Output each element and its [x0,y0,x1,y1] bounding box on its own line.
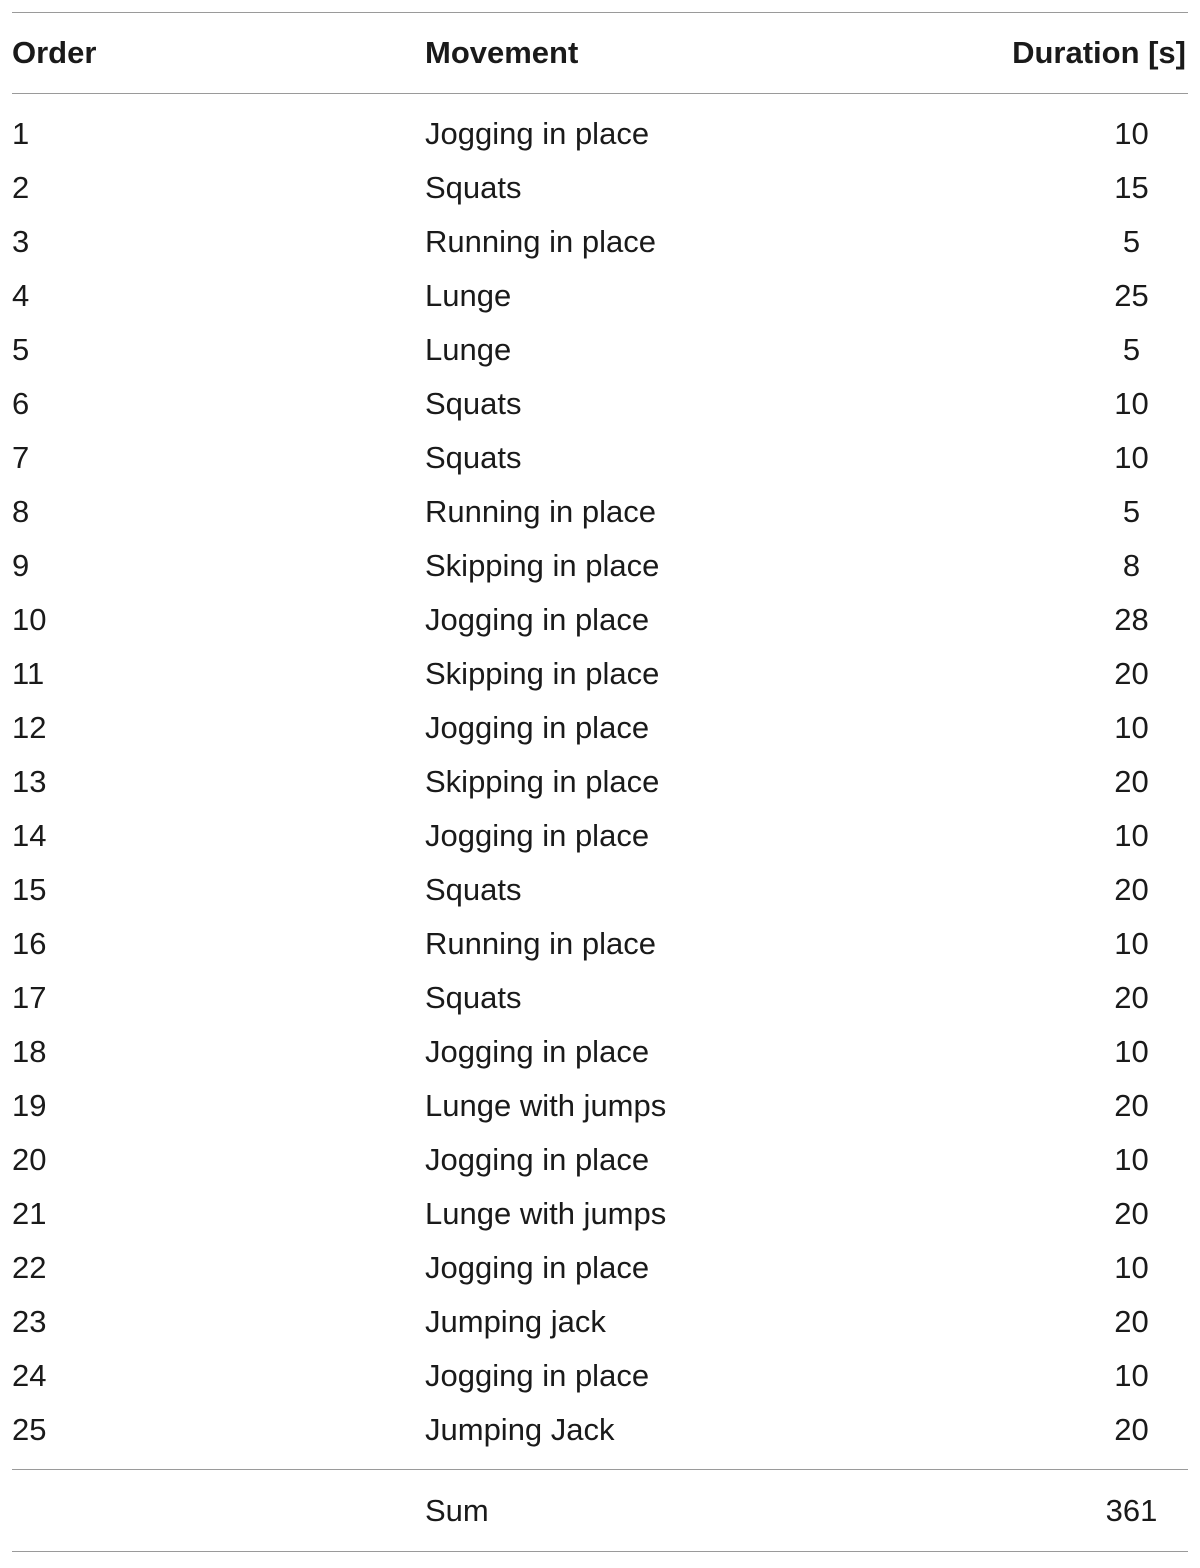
order-cell: 4 [12,278,30,313]
duration-cell: 20 [1114,980,1149,1015]
duration-cell: 10 [1114,440,1149,475]
table-row [12,1025,1188,1079]
movement-cell: Lunge [425,278,512,313]
order-cell: 16 [12,926,47,961]
movement-cell: Lunge with jumps [425,1088,667,1123]
movement-cell: Jogging in place [425,602,650,637]
order-cell: 15 [12,872,47,907]
order-cell: 22 [12,1250,47,1285]
duration-cell: 20 [1114,1304,1149,1339]
table-row [12,863,1188,917]
duration-cell: 10 [1114,386,1149,421]
sum-row [12,1470,1188,1551]
table-row [12,539,1188,593]
movement-cell: Lunge with jumps [425,1196,667,1231]
header-row [12,13,1188,93]
table-row [12,647,1188,701]
order-cell: 18 [12,1034,47,1069]
duration-cell: 28 [1114,602,1149,637]
duration-cell: 15 [1114,170,1149,205]
order-cell: 19 [12,1088,47,1123]
table-row [12,755,1188,809]
duration-cell: 10 [1114,1034,1149,1069]
table-row [12,1403,1188,1457]
order-cell: 8 [12,494,30,529]
movement-cell: Skipping in place [425,548,660,583]
movement-cell: Skipping in place [425,656,660,691]
movement-cell: Running in place [425,494,656,529]
duration-cell: 10 [1114,818,1149,853]
order-cell: 6 [12,386,30,421]
duration-cell: 10 [1114,710,1149,745]
table-row [12,1349,1188,1403]
table-row [12,269,1188,323]
movement-cell: Skipping in place [425,764,660,799]
table-row [12,431,1188,485]
order-cell: 12 [12,710,47,745]
duration-cell: 20 [1114,872,1149,907]
table-row [12,161,1188,215]
header-movement: Movement [425,35,579,70]
duration-cell: 25 [1114,278,1149,313]
movement-cell: Lunge [425,332,512,367]
table-row [12,809,1188,863]
order-cell: 13 [12,764,47,799]
table-row [12,701,1188,755]
movement-cell: Running in place [425,224,656,259]
order-cell: 1 [12,116,30,151]
order-cell: 10 [12,602,47,637]
order-cell: 14 [12,818,47,853]
duration-cell: 5 [1122,332,1141,367]
order-cell: 9 [12,548,30,583]
table-row [12,1241,1188,1295]
order-cell: 20 [12,1142,47,1177]
movement-cell: Squats [425,980,522,1015]
table-row [12,1133,1188,1187]
bottom-rule [12,1551,1188,1552]
duration-cell: 20 [1114,764,1149,799]
movement-table [12,12,1188,1552]
order-cell: 5 [12,332,30,367]
header-order: Order [12,35,97,70]
duration-cell: 20 [1114,656,1149,691]
movement-cell: Running in place [425,926,656,961]
table-body [12,107,1188,1457]
duration-cell: 10 [1114,1250,1149,1285]
duration-cell: 10 [1114,1358,1149,1393]
order-cell: 25 [12,1412,47,1447]
table-row [12,917,1188,971]
duration-cell: 8 [1122,548,1141,583]
table-row [12,971,1188,1025]
table-row [12,323,1188,377]
order-cell: 21 [12,1196,47,1231]
sum-value: 361 [1105,1492,1158,1528]
table-row [12,593,1188,647]
movement-cell: Squats [425,440,522,475]
order-cell: 17 [12,980,47,1015]
movement-cell: Jogging in place [425,710,650,745]
movement-cell: Jogging in place [425,1358,650,1393]
movement-cell: Jogging in place [425,1250,650,1285]
order-cell: 24 [12,1358,47,1393]
order-cell: 23 [12,1304,47,1339]
duration-cell: 10 [1114,116,1149,151]
movement-cell: Squats [425,872,522,907]
table-row [12,377,1188,431]
order-cell: 2 [12,170,30,205]
duration-cell: 5 [1122,224,1141,259]
duration-cell: 20 [1114,1412,1149,1447]
table-row [12,1187,1188,1241]
order-cell: 7 [12,440,30,475]
header-duration: Duration [s] [1012,35,1186,70]
table-row [12,485,1188,539]
movement-cell: Jogging in place [425,1034,650,1069]
table-row [12,1295,1188,1349]
order-cell: 11 [12,656,45,691]
sum-label: Sum [425,1492,489,1528]
duration-cell: 5 [1122,494,1141,529]
duration-cell: 20 [1114,1088,1149,1123]
table-row [12,107,1188,161]
duration-cell: 20 [1114,1196,1149,1231]
movement-cell: Squats [425,386,522,421]
movement-cell: Jumping jack [425,1304,606,1339]
duration-cell: 10 [1114,926,1149,961]
header-rule [12,93,1188,94]
table-row [12,215,1188,269]
movement-cell: Jumping Jack [425,1412,615,1447]
order-cell: 3 [12,224,30,259]
movement-cell: Jogging in place [425,818,650,853]
movement-cell: Jogging in place [425,116,650,151]
movement-cell: Squats [425,170,522,205]
duration-cell: 10 [1114,1142,1149,1177]
table-row [12,1079,1188,1133]
movement-cell: Jogging in place [425,1142,650,1177]
